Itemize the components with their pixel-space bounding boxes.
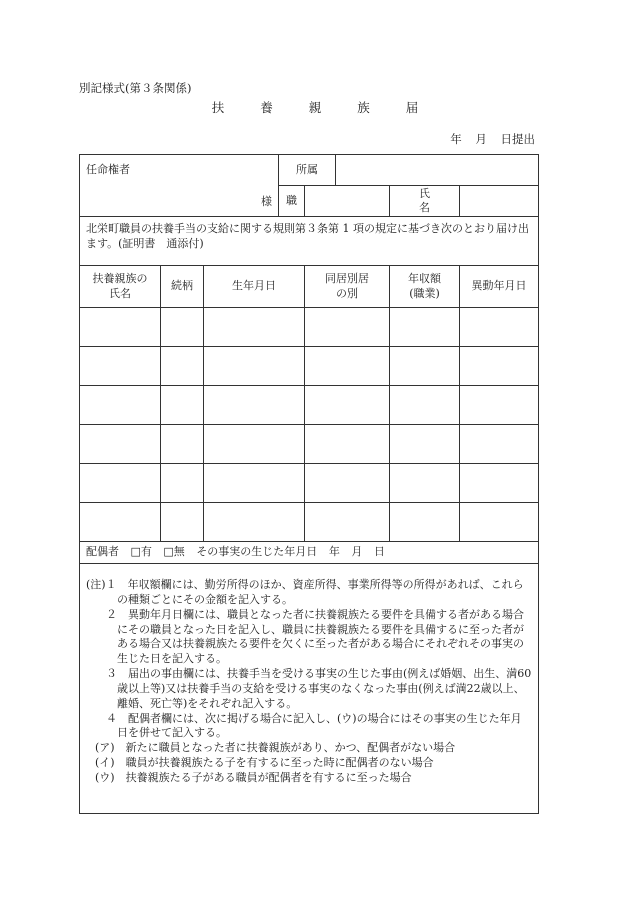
cell-change-date[interactable] xyxy=(460,308,539,347)
col-change-date: 異動年月日 xyxy=(460,266,539,308)
form-caption: 別記様式(第３条関係) xyxy=(79,81,192,95)
cell-dependent-name[interactable] xyxy=(80,464,161,503)
cell-cohabitation[interactable] xyxy=(305,308,390,347)
cell-relationship[interactable] xyxy=(161,503,204,542)
table-row xyxy=(80,386,539,425)
col-annual-income: 年収額 (職業) xyxy=(390,266,460,308)
name-label: 氏 名 xyxy=(390,186,460,217)
table-row xyxy=(80,503,539,542)
spouse-row xyxy=(80,542,539,564)
fact-year[interactable]: 年 xyxy=(328,545,340,559)
cell-cohabitation[interactable] xyxy=(305,347,390,386)
title-char: 届 xyxy=(405,100,419,115)
fact-month[interactable]: 月 xyxy=(351,545,363,559)
submission-date xyxy=(440,131,535,147)
affiliation-value[interactable] xyxy=(336,155,539,186)
case-a: (ア) 新たに職員となった者に扶養親族があり、かつ、配偶者がない場合 xyxy=(95,741,456,755)
spouse-no-checkbox[interactable]: □無 xyxy=(163,545,185,559)
cell-relationship[interactable] xyxy=(161,386,204,425)
title-char: 族 xyxy=(357,100,370,115)
cell-relationship[interactable] xyxy=(161,347,204,386)
cell-annual-income[interactable] xyxy=(390,425,460,464)
cell-birth-date[interactable] xyxy=(204,347,305,386)
note-3: ３ 届出の事由欄には、扶養手当を受ける事実の生じた事由(例えば婚姻、出生、満60歳以上等)又は扶養手当の支給を受ける事実のなくなった事由(例えば満22歳以上、離婚、死亡等)をそれぞれ記入する。 xyxy=(106,667,532,710)
cell-birth-date[interactable] xyxy=(204,308,305,347)
note-1: (注)１ 年収額欄には、勤労所得のほか、資産所得、事業所得等の所得があれば、これらの種類ごとにその金額を記入する。 xyxy=(86,578,524,606)
cell-change-date[interactable] xyxy=(460,386,539,425)
note-4: ４ 配偶者欄には、次に掲げる場合に記入し、(ウ)の場合にはその事実の生じた年月日を併せて記入する。 xyxy=(106,711,522,740)
cell-annual-income[interactable] xyxy=(390,464,460,503)
table-row xyxy=(80,347,539,386)
position-label: 職 xyxy=(279,186,305,217)
date-year: 年 xyxy=(450,132,462,146)
cell-dependent-name[interactable] xyxy=(80,386,161,425)
cell-birth-date[interactable] xyxy=(204,503,305,542)
cell-birth-date[interactable] xyxy=(204,386,305,425)
cell-change-date[interactable] xyxy=(460,503,539,542)
spouse-label: 配偶者 xyxy=(86,545,119,559)
title-char: 扶 xyxy=(211,100,225,115)
col-cohabitation: 同居別居 の別 xyxy=(305,266,390,308)
case-i: (イ) 職員が扶養親族たる子を有するに至った時に配偶者のない場合 xyxy=(95,756,434,770)
cell-dependent-name[interactable] xyxy=(80,308,161,347)
fact-date-label: その事実の生じた年月日 xyxy=(196,545,318,559)
notice-text: 北栄町職員の扶養手当の支給に関する規則第３条第 1 項の規定に基づき次のとおり届け出ます。(証明書 通添付) xyxy=(80,217,539,266)
position-value[interactable] xyxy=(305,186,390,217)
table-row xyxy=(80,425,539,464)
cell-dependent-name[interactable] xyxy=(80,425,161,464)
honorific-label: 様 xyxy=(261,195,273,209)
cell-cohabitation[interactable] xyxy=(305,386,390,425)
cell-birth-date[interactable] xyxy=(204,425,305,464)
cell-change-date[interactable] xyxy=(460,464,539,503)
table-header-row xyxy=(80,266,539,308)
cell-change-date[interactable] xyxy=(460,425,539,464)
cell-cohabitation[interactable] xyxy=(305,503,390,542)
notes-section xyxy=(80,564,539,814)
fact-day[interactable]: 日 xyxy=(373,545,385,559)
form-title xyxy=(0,98,630,116)
appointer-label: 任命権者 xyxy=(86,163,130,176)
cell-annual-income[interactable] xyxy=(390,503,460,542)
col-dependent-name: 扶養親族の 氏名 xyxy=(80,266,161,308)
cell-cohabitation[interactable] xyxy=(305,425,390,464)
case-u: (ウ) 扶養親族たる子がある職員が配偶者を有するに至った場合 xyxy=(95,770,412,784)
affiliation-label: 所属 xyxy=(279,155,336,186)
cell-cohabitation[interactable] xyxy=(305,464,390,503)
cell-birth-date[interactable] xyxy=(204,464,305,503)
cell-annual-income[interactable] xyxy=(390,386,460,425)
col-birth-date: 生年月日 xyxy=(204,266,305,308)
date-month: 月 xyxy=(475,132,487,146)
dependent-report-form xyxy=(79,154,539,814)
cell-annual-income[interactable] xyxy=(390,308,460,347)
cell-annual-income[interactable] xyxy=(390,347,460,386)
name-value[interactable] xyxy=(460,186,539,217)
date-submitted: 日提出 xyxy=(500,132,535,146)
appointer-cell[interactable] xyxy=(80,155,279,217)
col-relationship: 続柄 xyxy=(161,266,204,308)
table-row xyxy=(80,464,539,503)
table-row xyxy=(80,308,539,347)
cell-change-date[interactable] xyxy=(460,347,539,386)
cell-dependent-name[interactable] xyxy=(80,347,161,386)
title-char: 親 xyxy=(308,100,322,115)
note-2: ２ 異動年月日欄には、職員となった者に扶養親族たる要件を具備する者がある場合にその職員となった日を記入し、職員に扶養親族たる要件を具備するに至った者がある場合又は扶養親族たる要件を欠くに至った者がある場合にそれぞれその事実の生じた日を記入する。 xyxy=(106,607,524,666)
cell-relationship[interactable] xyxy=(161,308,204,347)
spouse-yes-checkbox[interactable]: □有 xyxy=(130,545,152,559)
cell-relationship[interactable] xyxy=(161,464,204,503)
cell-relationship[interactable] xyxy=(161,425,204,464)
title-char: 養 xyxy=(260,100,273,115)
cell-dependent-name[interactable] xyxy=(80,503,161,542)
